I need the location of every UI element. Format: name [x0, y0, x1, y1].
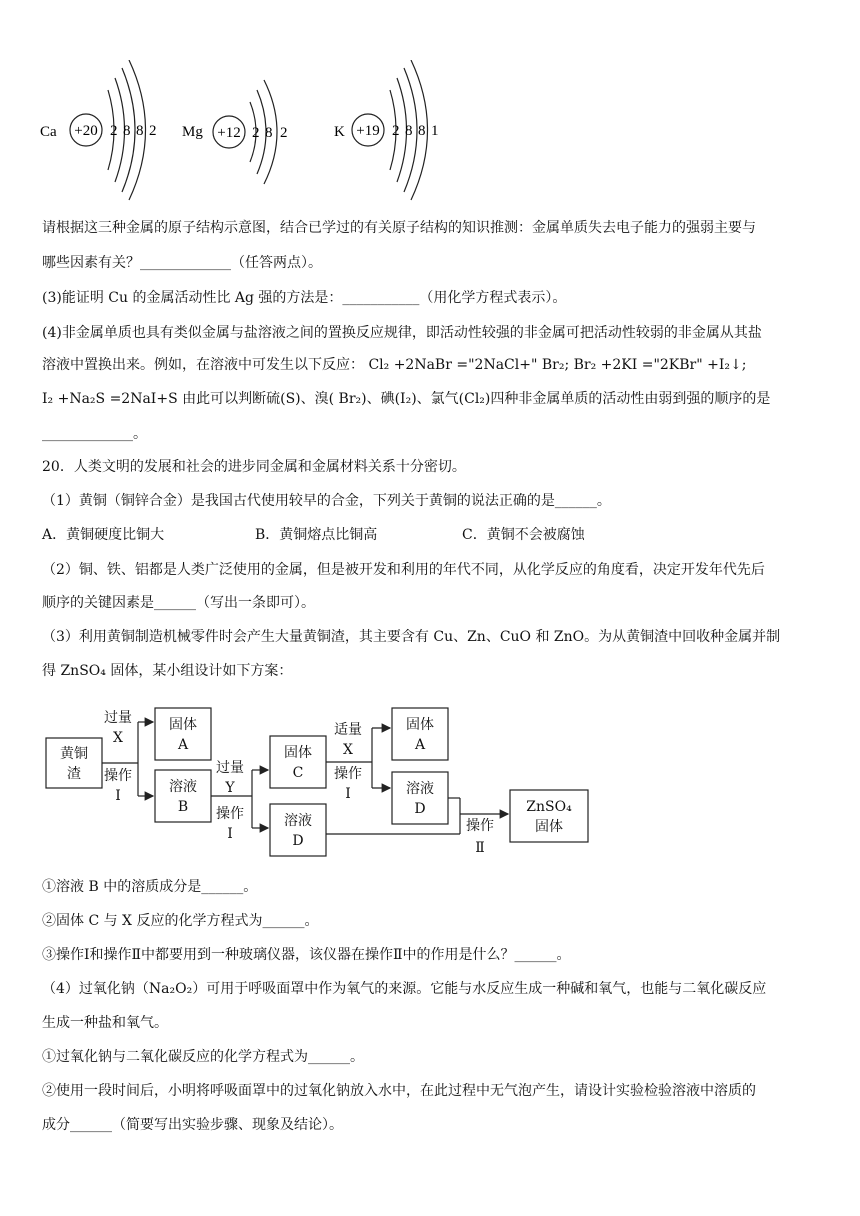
text-line: ①过氧化钠与二氧化碳反应的化学方程式为______。	[42, 1049, 364, 1065]
atom-k	[334, 60, 439, 200]
text-line: （3）利用黄铜制造机械零件时会产生大量黄铜渣，其主要含有 Cu、Zn、CuO 和 ZnO。为从黄铜渣中回收种金属并制	[42, 629, 781, 645]
atom-symbol: K	[334, 124, 345, 140]
box-solid-a: 固体	[406, 717, 434, 733]
text-line: 溶液中置换出来。例如，在溶液中可发生以下反应： Cl₂ +2NaBr ="2NaCl+" Br₂; Br₂ +2KI ="2KBr" +I₂↓;	[42, 357, 747, 373]
text-line: (4)非金属单质也具有类似金属与盐溶液之间的置换反应规律，即活动性较强的非金属可把活动性较弱的非金属从其盐	[42, 325, 762, 341]
arrow-label: 操作	[334, 766, 362, 782]
nucleus-charge: +19	[356, 123, 380, 139]
text-line: 顺序的关键因素是______（写出一条即可）。	[42, 595, 315, 611]
arrow-label: Y	[225, 780, 235, 796]
nucleus-charge: +12	[217, 125, 241, 141]
shell-electrons: 2	[252, 125, 260, 141]
text-line: ③操作Ⅰ和操作Ⅱ中都要用到一种玻璃仪器，该仪器在操作Ⅱ中的作用是什么？______。	[42, 947, 571, 963]
arrow-label: X	[343, 742, 353, 758]
box-solid-c: C	[292, 765, 304, 781]
box-znso4-solid: ZnSO₄	[526, 799, 572, 815]
text-line: （1）黄铜（铜锌合金）是我国古代使用较早的合金，下列关于黄铜的说法正确的是______。	[42, 493, 611, 509]
box-znso4-solid: 固体	[535, 819, 563, 835]
arrow-label: 操作	[216, 806, 244, 822]
text-line: 请根据这三种金属的原子结构示意图，结合已学过的有关原子结构的知识推测：金属单质失去电子能力的强弱主要与	[42, 220, 756, 236]
shell-electrons: 2	[149, 123, 157, 139]
shell-electrons: 8	[418, 123, 426, 139]
text-line: ②固体 C 与 X 反应的化学方程式为______。	[42, 913, 319, 929]
arrow-label: Ⅰ	[227, 826, 233, 842]
box-brass-residue: 渣	[67, 766, 81, 782]
arrow-label: 适量	[334, 722, 362, 738]
box-solution-b: 溶液	[169, 779, 197, 795]
text-line: 生成一种盐和氧气。	[42, 1015, 168, 1031]
box-solid-a: A	[177, 737, 189, 753]
box-solid-a: A	[414, 737, 426, 753]
box-solution-d: 溶液	[284, 813, 312, 829]
box-solution-d: 溶液	[406, 781, 434, 797]
text-line: ②使用一段时间后，小明将呼吸面罩中的过氧化钠放入水中，在此过程中无气泡产生，请设计实验检验溶液中溶质的	[42, 1083, 756, 1099]
arrow-label: 过量	[216, 760, 244, 776]
process-flowchart	[40, 700, 600, 860]
atom-mg	[182, 80, 288, 184]
box-solution-d: D	[414, 801, 426, 817]
shell-electrons: 2	[392, 123, 400, 139]
arrow-label: Ⅰ	[345, 786, 351, 802]
arrow-label: 操作	[104, 768, 132, 784]
option-a: A．黄铜硬度比铜大	[42, 527, 165, 543]
shell-electrons: 8	[405, 123, 413, 139]
shell-electrons: 2	[280, 125, 288, 141]
atom-ca	[40, 60, 157, 200]
text-line: 哪些因素有关？_____________（任答两点）。	[42, 255, 322, 271]
atom-symbol: Mg	[182, 124, 203, 140]
atom-structure-diagrams	[0, 60, 860, 210]
text-line: I₂ +Na₂S =2NaI+S 由此可以判断硫(S)、溴( Br₂)、碘(I₂)、氯气(Cl₂)四种非金属单质的活动性由弱到强的顺序的是	[42, 391, 771, 407]
box-solution-d: D	[292, 833, 304, 849]
text-line: （4）过氧化钠（Na₂O₂）可用于呼吸面罩中作为氧气的来源。它能与水反应生成一种碱和氧气，也能与二氧化碳反应	[42, 981, 767, 997]
text-line: 得 ZnSO₄ 固体，某小组设计如下方案：	[42, 663, 293, 679]
box-solution-b: B	[177, 799, 189, 815]
question-title: 20．人类文明的发展和社会的进步同金属和金属材料关系十分密切。	[42, 459, 466, 475]
text-line: 成分______（简要写出实验步骤、现象及结论）。	[42, 1117, 343, 1133]
atom-symbol: Ca	[40, 124, 57, 140]
text-line: _____________。	[42, 426, 147, 442]
arrow-label: 过量	[104, 710, 132, 726]
nucleus-charge: +20	[74, 123, 98, 139]
text-line: ①溶液 B 中的溶质成分是______。	[42, 879, 258, 895]
shell-electrons: 1	[431, 123, 439, 139]
box-solid-a: 固体	[169, 717, 197, 733]
text-line: (3)能证明 Cu 的金属活动性比 Ag 强的方法是：___________（用化学方程式表示）。	[42, 290, 567, 306]
arrow-label: 操作	[466, 818, 494, 834]
box-brass-residue: 黄铜	[60, 746, 88, 762]
box-solid-c: 固体	[284, 745, 312, 761]
shell-electrons: 8	[136, 123, 144, 139]
arrow-label: Ⅰ	[115, 788, 121, 804]
arrow-label: Ⅱ	[475, 840, 485, 856]
arrow-label: X	[113, 730, 123, 746]
option-b: B．黄铜熔点比铜高	[255, 527, 378, 543]
shell-electrons: 8	[265, 125, 273, 141]
option-c: C．黄铜不会被腐蚀	[462, 527, 585, 543]
shell-electrons: 8	[123, 123, 131, 139]
text-line: （2）铜、铁、铝都是人类广泛使用的金属，但是被开发和利用的年代不同，从化学反应的角度看，决定开发年代先后	[42, 562, 765, 578]
shell-electrons: 2	[110, 123, 118, 139]
